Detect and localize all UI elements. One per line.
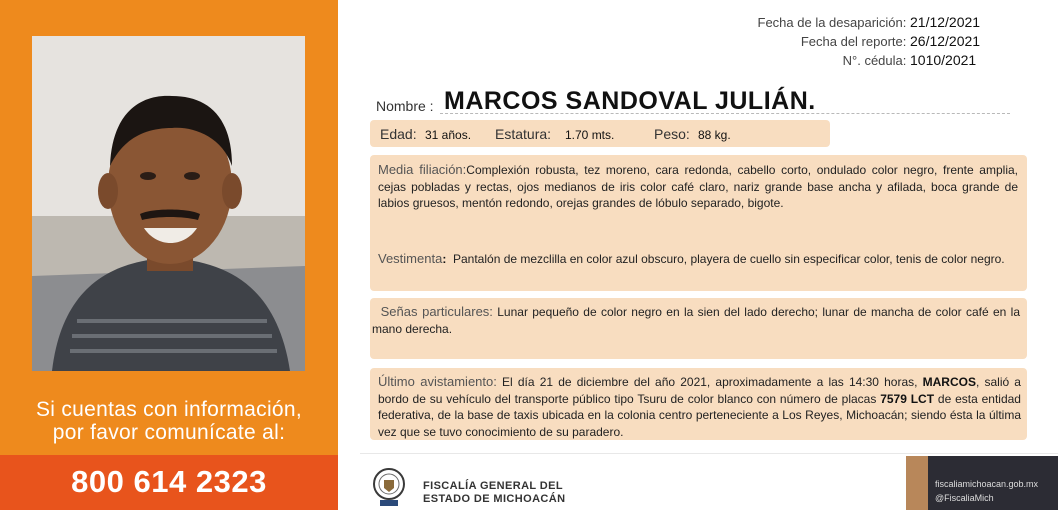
description-box bbox=[370, 155, 1027, 291]
media-filiacion-label: Media filiación: bbox=[378, 162, 467, 177]
vestimenta-value: Pantalón de mezclilla en color azul obscuro, playera de cuello sin especificar color, tenis de color negro. bbox=[453, 252, 1005, 266]
vestimenta-label: Vestimenta bbox=[378, 251, 443, 266]
social-handle[interactable]: @FiscaliaMich bbox=[935, 493, 994, 503]
name-label: Nombre : bbox=[376, 98, 434, 114]
report-date-row bbox=[801, 33, 996, 49]
senas-value: Lunar pequeño de color negro en la sien del lado derecho; lunar de mancha de color café en la mano derecha. bbox=[372, 305, 1021, 336]
fge-seal-icon bbox=[372, 467, 406, 507]
last-sighting-part3: de esta entidad federativa, de la base de taxis ubicada en la colonia centro perteneciente a Los Reyes, Michoacán; siendo ésta la última vez que se tuvo conocimiento de su paradero. bbox=[378, 391, 1021, 439]
cedula-value: 1010/2021 bbox=[910, 52, 977, 68]
weight-label: Peso: bbox=[654, 126, 690, 142]
last-sighting-part2: , salió a bordo de su vehículo del transporte público tipo Tsuru de color blanco con número de placas bbox=[378, 375, 1021, 406]
phone-number[interactable]: 800 614 2323 bbox=[71, 464, 267, 499]
missing-person-photo bbox=[32, 36, 305, 371]
last-sighting-label: Último avistamiento: bbox=[378, 374, 497, 389]
org-name-line1: FISCALÍA GENERAL DEL bbox=[423, 480, 564, 492]
senas-label: Señas particulares: bbox=[380, 304, 493, 319]
distinguishing-marks-box bbox=[370, 298, 1027, 359]
report-date-label: Fecha del reporte: bbox=[800, 34, 907, 49]
vestimenta-colon: : bbox=[442, 252, 447, 266]
cedula-row bbox=[843, 52, 996, 68]
media-filiacion-value: Complexión robusta, tez moreno, cara redonda, cabello corto, ondulado color negro, frente amplia, cejas pobladas y rectas, ojos medianos de iris color café claro, nariz grande base ancha y afilada, boca grande de labios gruesos, mentón redondo, orejas grandes de lóbulo separado, bigote. bbox=[378, 163, 1018, 210]
last-sighting-part1: El día 21 de diciembre del año 2021, aproximadamente a las 14:30 horas, bbox=[502, 375, 918, 389]
media-filiacion-text bbox=[378, 162, 1018, 212]
person-name: MARCOS SANDOVAL JULIÁN. bbox=[444, 87, 816, 115]
last-sighting-box bbox=[370, 368, 1027, 440]
cedula-label: N°. cédula: bbox=[842, 53, 907, 68]
height-label: Estatura: bbox=[495, 126, 552, 142]
website-link[interactable]: fiscaliamichoacan.gob.mx bbox=[935, 479, 1039, 489]
report-date-value: 26/12/2021 bbox=[910, 33, 981, 49]
disappearance-date-value: 21/12/2021 bbox=[910, 14, 981, 30]
contact-call-to-action-line1: Si cuentas con información, bbox=[35, 398, 303, 421]
physical-stats-box bbox=[370, 120, 830, 147]
person-photo-illustration bbox=[32, 36, 305, 371]
age-value: 31 años. bbox=[425, 128, 472, 142]
height-value: 1.70 mts. bbox=[565, 128, 615, 142]
left-panel bbox=[0, 0, 338, 510]
age-label: Edad: bbox=[380, 126, 417, 142]
senas-text bbox=[372, 304, 1020, 337]
weight-value: 88 kg. bbox=[698, 128, 731, 142]
last-sighting-text bbox=[378, 374, 1021, 440]
last-sighting-plates: 7579 LCT bbox=[880, 391, 935, 406]
contact-call-to-action-line2: por favor comunícate al: bbox=[52, 421, 286, 444]
last-sighting-name: MARCOS bbox=[922, 375, 976, 389]
footer-divider bbox=[360, 453, 1058, 454]
name-underline bbox=[440, 113, 1010, 114]
contact-accent-bar bbox=[906, 456, 928, 510]
org-name-line2: ESTADO DE MICHOACÁN bbox=[423, 493, 566, 505]
disappearance-date-label: Fecha de la desaparición: bbox=[757, 15, 907, 30]
disappearance-date-row bbox=[758, 14, 997, 30]
vestimenta-text bbox=[378, 251, 1018, 268]
